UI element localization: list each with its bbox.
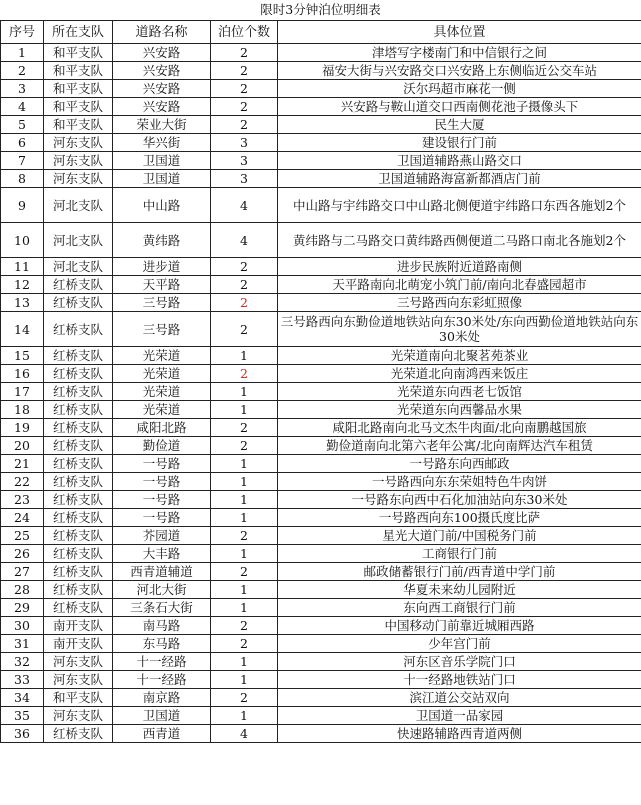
cell-count: 2: [211, 44, 278, 62]
cell-team: 红桥支队: [44, 419, 113, 437]
cell-count: 1: [211, 707, 278, 725]
cell-no: 16: [1, 365, 44, 383]
parking-detail-table: [0, 20, 641, 743]
cell-road: 卫国道: [113, 152, 211, 170]
cell-road: 兴安路: [113, 44, 211, 62]
table-row: [1, 80, 641, 98]
cell-count: 2: [211, 365, 278, 383]
cell-location: 津塔写字楼南门和中信银行之间: [278, 44, 641, 62]
cell-no: 30: [1, 617, 44, 635]
cell-no: 31: [1, 635, 44, 653]
table-title: 限时3分钟泊位明细表: [260, 2, 381, 17]
cell-team: 红桥支队: [44, 473, 113, 491]
cell-road: 东马路: [113, 635, 211, 653]
header-team: 所在支队: [44, 21, 113, 44]
table-row: [1, 294, 641, 312]
cell-count: 1: [211, 401, 278, 419]
cell-team: 和平支队: [44, 689, 113, 707]
cell-road: 荣业大街: [113, 116, 211, 134]
cell-count: 1: [211, 671, 278, 689]
cell-location: 一号路西向东100摄氏度比萨: [278, 509, 641, 527]
cell-team: 红桥支队: [44, 599, 113, 617]
cell-road: 勤俭道: [113, 437, 211, 455]
table-row: [1, 545, 641, 563]
cell-location: 福安大街与兴安路交口兴安路上东侧临近公交车站: [278, 62, 641, 80]
cell-road: 一号路: [113, 491, 211, 509]
cell-location: 光荣道北向南鸿西来饭庄: [278, 365, 641, 383]
cell-team: 南开支队: [44, 617, 113, 635]
cell-count: 1: [211, 383, 278, 401]
table-row: [1, 617, 641, 635]
cell-no: 6: [1, 134, 44, 152]
cell-road: 一号路: [113, 455, 211, 473]
cell-no: 12: [1, 276, 44, 294]
cell-location: 工商银行门前: [278, 545, 641, 563]
cell-count: 4: [211, 725, 278, 743]
cell-location: 天平路南向北萌宠小筑门前/南向北春盛园超市: [278, 276, 641, 294]
cell-location: 卫国道辅路燕山路交口: [278, 152, 641, 170]
cell-count: 1: [211, 581, 278, 599]
cell-location: 沃尔玛超市麻花一侧: [278, 80, 641, 98]
cell-no: 14: [1, 312, 44, 347]
cell-count: 2: [211, 563, 278, 581]
table-row: [1, 134, 641, 152]
cell-road: 南京路: [113, 689, 211, 707]
cell-team: 红桥支队: [44, 455, 113, 473]
cell-location: 河东区音乐学院门口: [278, 653, 641, 671]
cell-location: 快速路辅路西青道两侧: [278, 725, 641, 743]
cell-road: 三条石大街: [113, 599, 211, 617]
cell-road: 南马路: [113, 617, 211, 635]
cell-team: 河东支队: [44, 170, 113, 188]
cell-no: 15: [1, 347, 44, 365]
table-row: [1, 653, 641, 671]
table-row: [1, 725, 641, 743]
cell-no: 26: [1, 545, 44, 563]
cell-count: 1: [211, 455, 278, 473]
cell-team: 红桥支队: [44, 312, 113, 347]
cell-team: 南开支队: [44, 635, 113, 653]
table-row: [1, 383, 641, 401]
table-row: [1, 223, 641, 258]
table-row: [1, 581, 641, 599]
cell-team: 河东支队: [44, 707, 113, 725]
cell-location: 十一经路地铁站门口: [278, 671, 641, 689]
cell-count: 2: [211, 98, 278, 116]
cell-road: 三号路: [113, 312, 211, 347]
cell-team: 河东支队: [44, 653, 113, 671]
cell-road: 华兴街: [113, 134, 211, 152]
cell-road: 一号路: [113, 473, 211, 491]
cell-no: 13: [1, 294, 44, 312]
cell-no: 3: [1, 80, 44, 98]
cell-team: 红桥支队: [44, 365, 113, 383]
table-row: [1, 527, 641, 545]
cell-team: 红桥支队: [44, 347, 113, 365]
cell-count: 2: [211, 80, 278, 98]
cell-road: 十一经路: [113, 671, 211, 689]
table-row: [1, 365, 641, 383]
table-row: [1, 689, 641, 707]
cell-no: 25: [1, 527, 44, 545]
cell-location: 一号路东向西中石化加油站向东30米处: [278, 491, 641, 509]
cell-count: 1: [211, 653, 278, 671]
cell-no: 24: [1, 509, 44, 527]
cell-no: 20: [1, 437, 44, 455]
cell-no: 29: [1, 599, 44, 617]
cell-location: 中国移动门前靠近城厢西路: [278, 617, 641, 635]
table-row: [1, 437, 641, 455]
table-row: [1, 455, 641, 473]
cell-road: 黄纬路: [113, 223, 211, 258]
cell-no: 1: [1, 44, 44, 62]
cell-no: 22: [1, 473, 44, 491]
cell-team: 红桥支队: [44, 383, 113, 401]
cell-road: 光荣道: [113, 365, 211, 383]
cell-location: 滨江道公交站双向: [278, 689, 641, 707]
cell-no: 21: [1, 455, 44, 473]
cell-location: 勤俭道南向北第六老年公寓/北向南辉达汽车租赁: [278, 437, 641, 455]
cell-count: 4: [211, 223, 278, 258]
cell-road: 河北大街: [113, 581, 211, 599]
cell-count: 1: [211, 599, 278, 617]
cell-road: 兴安路: [113, 62, 211, 80]
cell-location: 三号路西向东彩虹照像: [278, 294, 641, 312]
cell-no: 5: [1, 116, 44, 134]
cell-count: 4: [211, 188, 278, 223]
table-row: [1, 116, 641, 134]
cell-no: 4: [1, 98, 44, 116]
table-row: [1, 491, 641, 509]
table-row: [1, 347, 641, 365]
cell-location: 光荣道南向北聚茗苑茶业: [278, 347, 641, 365]
table-row: [1, 276, 641, 294]
table-row: [1, 599, 641, 617]
cell-count: 1: [211, 347, 278, 365]
cell-no: 18: [1, 401, 44, 419]
cell-team: 河东支队: [44, 152, 113, 170]
table-row: [1, 62, 641, 80]
cell-count: 2: [211, 294, 278, 312]
cell-location: 黄纬路与二马路交口黄纬路西侧便道二马路口南北各施划2个: [278, 223, 641, 258]
cell-no: 33: [1, 671, 44, 689]
cell-count: 2: [211, 635, 278, 653]
table-row: [1, 635, 641, 653]
cell-location: 民生大厦: [278, 116, 641, 134]
cell-road: 西青道辅道: [113, 563, 211, 581]
cell-count: 2: [211, 276, 278, 294]
cell-road: 大丰路: [113, 545, 211, 563]
header-count: 泊位个数: [211, 21, 278, 44]
cell-team: 和平支队: [44, 80, 113, 98]
cell-no: 10: [1, 223, 44, 258]
cell-location: 东向西工商银行门前: [278, 599, 641, 617]
table-row: [1, 152, 641, 170]
table-row: [1, 563, 641, 581]
cell-count: 2: [211, 437, 278, 455]
cell-no: 35: [1, 707, 44, 725]
cell-road: 光荣道: [113, 383, 211, 401]
cell-no: 2: [1, 62, 44, 80]
cell-count: 2: [211, 617, 278, 635]
cell-count: 1: [211, 491, 278, 509]
cell-team: 红桥支队: [44, 725, 113, 743]
table-row: [1, 44, 641, 62]
cell-location: 华夏未来幼儿园附近: [278, 581, 641, 599]
cell-location: 光荣道东向西馨品水果: [278, 401, 641, 419]
table-row: [1, 473, 641, 491]
cell-no: 28: [1, 581, 44, 599]
cell-count: 3: [211, 170, 278, 188]
cell-no: 34: [1, 689, 44, 707]
table-row: [1, 401, 641, 419]
cell-road: 光荣道: [113, 347, 211, 365]
table-row: [1, 170, 641, 188]
cell-no: 23: [1, 491, 44, 509]
table-row: [1, 707, 641, 725]
cell-team: 河东支队: [44, 671, 113, 689]
cell-team: 红桥支队: [44, 401, 113, 419]
table-row: [1, 312, 641, 347]
cell-team: 红桥支队: [44, 545, 113, 563]
cell-count: 2: [211, 689, 278, 707]
cell-team: 红桥支队: [44, 563, 113, 581]
cell-location: 邮政储蓄银行门前/西青道中学门前: [278, 563, 641, 581]
header-road: 道路名称: [113, 21, 211, 44]
cell-team: 红桥支队: [44, 509, 113, 527]
cell-team: 红桥支队: [44, 276, 113, 294]
cell-team: 和平支队: [44, 116, 113, 134]
cell-no: 9: [1, 188, 44, 223]
cell-location: 卫国道一品家园: [278, 707, 641, 725]
cell-no: 7: [1, 152, 44, 170]
cell-no: 17: [1, 383, 44, 401]
cell-road: 芥园道: [113, 527, 211, 545]
cell-team: 红桥支队: [44, 491, 113, 509]
cell-location: 咸阳北路南向北马文杰牛肉面/北向南鹏越国旅: [278, 419, 641, 437]
cell-team: 红桥支队: [44, 294, 113, 312]
cell-road: 卫国道: [113, 170, 211, 188]
cell-road: 西青道: [113, 725, 211, 743]
cell-no: 36: [1, 725, 44, 743]
table-row: [1, 98, 641, 116]
cell-count: 2: [211, 116, 278, 134]
header-location: 具体位置: [278, 21, 641, 44]
cell-count: 2: [211, 419, 278, 437]
cell-count: 1: [211, 545, 278, 563]
cell-road: 咸阳北路: [113, 419, 211, 437]
cell-location: 星光大道门前/中国税务门前: [278, 527, 641, 545]
cell-team: 和平支队: [44, 98, 113, 116]
cell-location: 三号路西向东勤俭道地铁站向东30米处/东向西勤俭道地铁站向东30米处: [278, 312, 641, 347]
cell-team: 河北支队: [44, 188, 113, 223]
cell-road: 天平路: [113, 276, 211, 294]
table-row: [1, 419, 641, 437]
cell-team: 红桥支队: [44, 437, 113, 455]
cell-road: 进步道: [113, 258, 211, 276]
cell-count: 1: [211, 473, 278, 491]
cell-count: 2: [211, 258, 278, 276]
cell-no: 32: [1, 653, 44, 671]
cell-location: 光荣道东向西老七饭馆: [278, 383, 641, 401]
cell-location: 一号路东向西邮政: [278, 455, 641, 473]
cell-location: 中山路与宇纬路交口中山路北侧便道宇纬路口东西各施划2个: [278, 188, 641, 223]
header-no: 序号: [1, 21, 44, 44]
cell-count: 2: [211, 527, 278, 545]
cell-road: 兴安路: [113, 80, 211, 98]
cell-no: 8: [1, 170, 44, 188]
cell-location: 建设银行门前: [278, 134, 641, 152]
cell-count: 2: [211, 312, 278, 347]
cell-road: 十一经路: [113, 653, 211, 671]
table-row: [1, 671, 641, 689]
cell-team: 红桥支队: [44, 581, 113, 599]
cell-no: 19: [1, 419, 44, 437]
cell-location: 一号路西向东东荣姐特色牛肉饼: [278, 473, 641, 491]
table-row: [1, 188, 641, 223]
cell-team: 和平支队: [44, 62, 113, 80]
cell-road: 中山路: [113, 188, 211, 223]
cell-team: 河东支队: [44, 134, 113, 152]
header-row: [1, 21, 641, 44]
cell-count: 3: [211, 134, 278, 152]
cell-team: 河北支队: [44, 223, 113, 258]
cell-location: 兴安路与鞍山道交口西南侧花池子摄像头下: [278, 98, 641, 116]
table-row: [1, 509, 641, 527]
cell-road: 一号路: [113, 509, 211, 527]
cell-location: 进步民族附近道路南侧: [278, 258, 641, 276]
cell-count: 3: [211, 152, 278, 170]
cell-location: 卫国道辅路海富新都酒店门前: [278, 170, 641, 188]
cell-road: 光荣道: [113, 401, 211, 419]
cell-team: 河北支队: [44, 258, 113, 276]
table-row: [1, 258, 641, 276]
cell-team: 和平支队: [44, 44, 113, 62]
cell-location: 少年宫门前: [278, 635, 641, 653]
cell-team: 红桥支队: [44, 527, 113, 545]
cell-count: 1: [211, 509, 278, 527]
cell-count: 2: [211, 62, 278, 80]
cell-road: 三号路: [113, 294, 211, 312]
cell-no: 11: [1, 258, 44, 276]
cell-no: 27: [1, 563, 44, 581]
cell-road: 兴安路: [113, 98, 211, 116]
cell-road: 卫国道: [113, 707, 211, 725]
